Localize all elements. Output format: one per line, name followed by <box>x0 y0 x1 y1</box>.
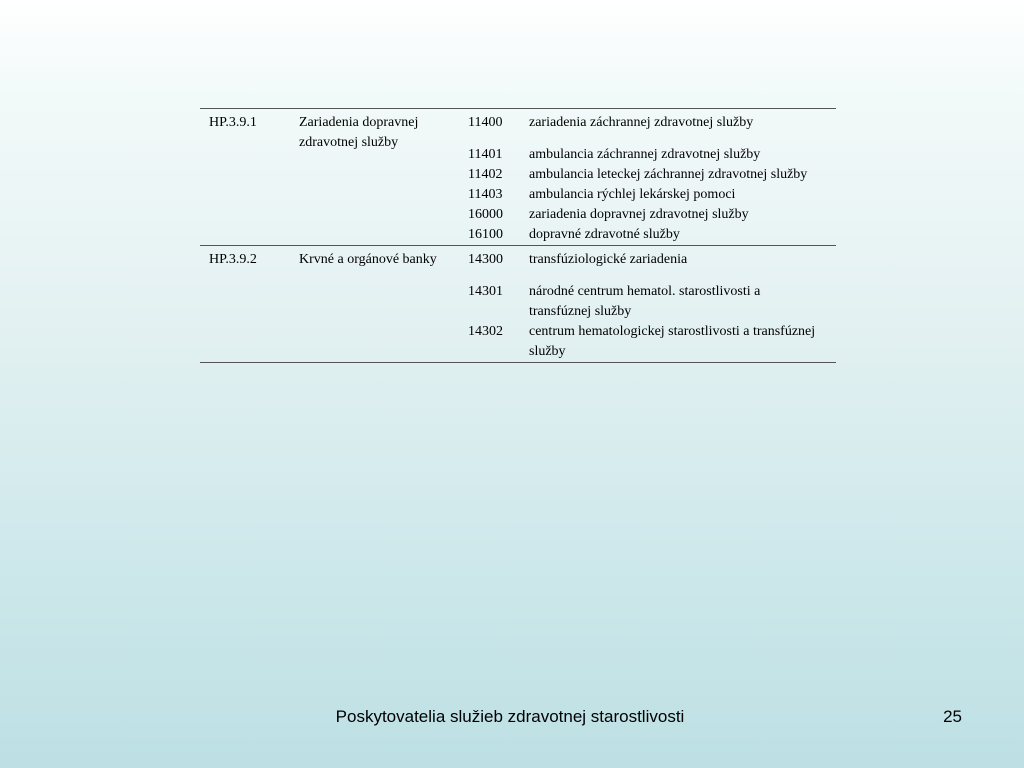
group-name: Krvné a orgánové banky <box>299 252 437 267</box>
table-row <box>456 113 836 133</box>
item-description: ambulancia rýchlej lekárskej pomoci <box>529 187 736 202</box>
table-row <box>456 185 836 205</box>
table-row <box>456 322 836 362</box>
item-number: 14301 <box>468 284 503 299</box>
item-number: 16000 <box>468 207 503 222</box>
table-row <box>456 282 836 322</box>
group-code: HP.3.9.1 <box>209 115 257 130</box>
item-description: centrum hematologickej starostlivosti a transfúznej služby <box>529 324 816 359</box>
item-description: zariadenia dopravnej zdravotnej služby <box>529 207 749 222</box>
group-items <box>456 109 836 245</box>
item-number: 11400 <box>468 115 503 130</box>
item-number: 14300 <box>468 252 503 267</box>
item-number: 11402 <box>468 167 503 182</box>
item-number: 16100 <box>468 227 503 242</box>
item-number: 11403 <box>468 187 503 202</box>
table-row <box>456 145 836 165</box>
group-code: HP.3.9.2 <box>209 252 257 267</box>
item-description: dopravné zdravotné služby <box>529 227 680 242</box>
table-row <box>456 165 836 185</box>
item-description: ambulancia leteckej záchrannej zdravotnej služby <box>529 167 808 182</box>
footer-title: Poskytovatelia služieb zdravotnej starostlivosti <box>335 707 685 726</box>
page-number: 25 <box>943 707 962 726</box>
item-description: zariadenia záchrannej zdravotnej služby <box>529 115 754 130</box>
item-description: národné centrum hematol. starostlivosti a transfúznej služby <box>529 284 761 319</box>
item-number: 14302 <box>468 324 503 339</box>
item-description: ambulancia záchrannej zdravotnej služby <box>529 147 761 162</box>
table-group <box>200 246 836 362</box>
item-description: transfúziologické zariadenia <box>529 252 688 267</box>
group-name: Zariadenia dopravnej zdravotnej služby <box>299 115 419 150</box>
group-items <box>456 246 836 362</box>
table-row <box>456 250 836 270</box>
table-group <box>200 109 836 246</box>
table-row <box>456 205 836 225</box>
item-number: 11401 <box>468 147 503 162</box>
services-table <box>200 108 836 363</box>
table-row <box>456 225 836 245</box>
